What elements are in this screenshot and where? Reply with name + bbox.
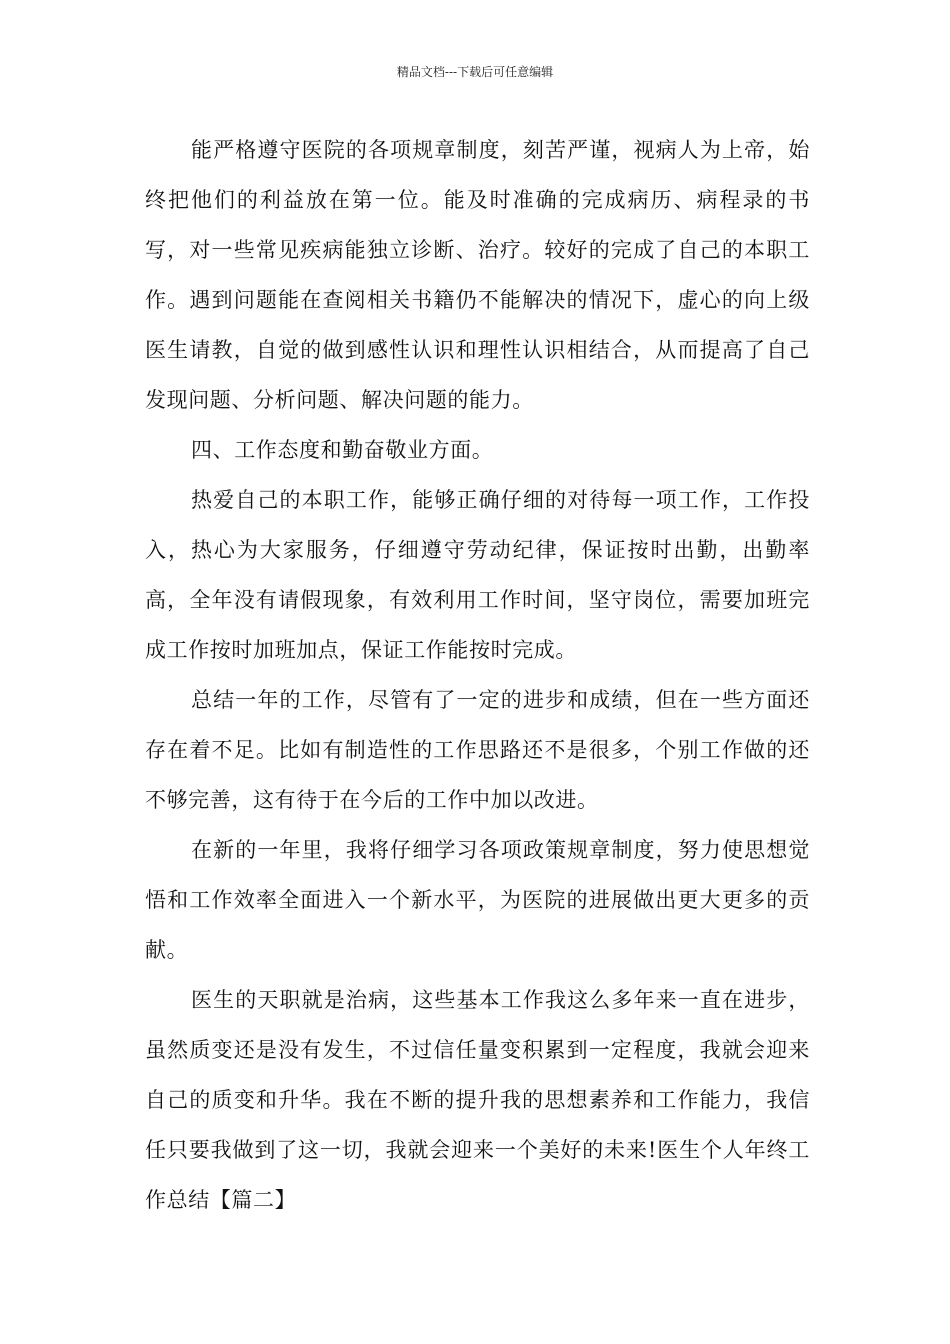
document-body: [145, 125, 810, 1225]
paragraph-conclusion: 医生的天职就是治病，这些基本工作我这么多年来一直在进步，虽然质变还是没有发生，不过信任量变积累到一定程度，我就会迎来自己的质变和升华。我在不断的提升我的思想素养和工作能力，我信任只要我做到了这一切，我就会迎来一个美好的未来!医生个人年终工作总结【篇二】: [145, 988, 810, 1212]
paragraph-shortcomings: 总结一年的工作，尽管有了一定的进步和成绩，但在一些方面还存在着不足。比如有制造性的工作思路还不是很多，个别工作做的还不够完善，这有待于在今后的工作中加以改进。: [145, 688, 810, 812]
page-header: 精品文档---下载后可任意编辑: [396, 65, 554, 79]
paragraph-duties: 能严格遵守医院的各项规章制度，刻苦严谨，视病人为上帝，始终把他们的利益放在第一位。能及时准确的完成病历、病程录的书写，对一些常见疾病能独立诊断、治疗。较好的完成了自己的本职工作。遇到问题能在查阅相关书籍仍不能解决的情况下，虚心的向上级医生请教，自觉的做到感性认识和理性认识相结合，从而提高了自己发现问题、分析问题、解决问题的能力。: [145, 138, 810, 412]
paragraph-work-attitude: 热爱自己的本职工作，能够正确仔细的对待每一项工作，工作投入，热心为大家服务，仔细遵守劳动纪律，保证按时出勤，出勤率高，全年没有请假现象，有效利用工作时间，坚守岗位，需要加班完成工作按时加班加点，保证工作能按时完成。: [145, 488, 810, 662]
paragraph-new-year-plan: 在新的一年里，我将仔细学习各项政策规章制度，努力使思想觉悟和工作效率全面进入一个新水平，为医院的进展做出更大更多的贡献。: [145, 838, 810, 962]
section-heading-work-attitude: 四、工作态度和勤奋敬业方面。: [191, 438, 494, 462]
